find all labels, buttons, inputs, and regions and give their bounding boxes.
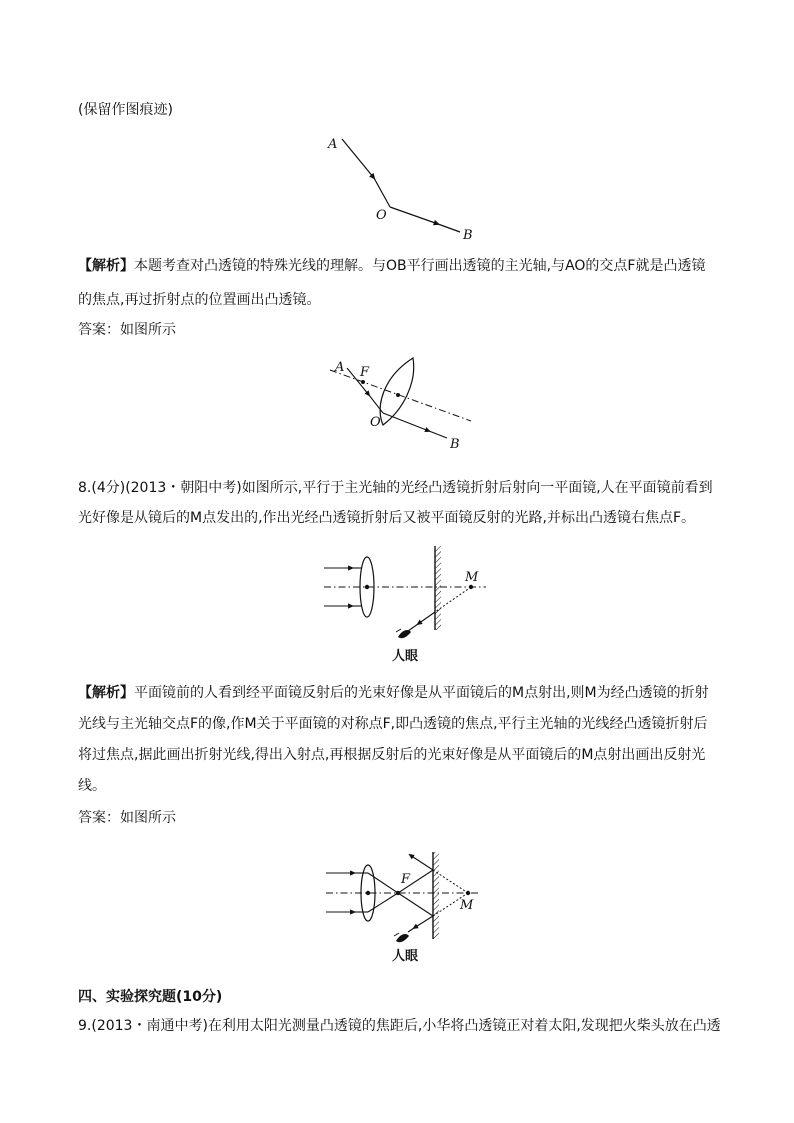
principal-axis <box>330 370 471 421</box>
eye-icon <box>394 933 409 942</box>
q7-analysis-line2: 的焦点,再过折射点的位置画出凸透镜。 <box>78 292 321 308</box>
ray-ao <box>342 139 374 178</box>
label-o: O <box>376 208 387 223</box>
mirror-hatching <box>435 546 441 630</box>
label-o: O <box>370 415 381 430</box>
label-a: A <box>335 360 345 375</box>
q7-answer: 答案：如图所示 <box>78 322 176 338</box>
q7-analysis-line1: 【解析】本题考查对凸透镜的特殊光线的理解。与OB平行画出透镜的主光轴,与AO的交点F就是凸透镜 <box>78 258 706 274</box>
label-f: F <box>360 365 370 380</box>
label-b: B <box>463 228 473 243</box>
analysis-tag: 【解析】 <box>78 258 134 274</box>
analysis-tag: 【解析】 <box>78 685 134 701</box>
ray-ob <box>390 207 438 224</box>
q8-analysis-line4: 线。 <box>78 778 106 794</box>
label-b: B <box>450 437 460 452</box>
q8-answer: 答案：如图所示 <box>78 810 176 826</box>
label-eye: 人眼 <box>392 949 419 964</box>
focus-point <box>361 380 365 384</box>
figure-lens-mirror-answer <box>322 846 502 966</box>
label-m: M <box>465 570 479 585</box>
convex-lens <box>380 358 414 425</box>
refracted-ray <box>383 413 429 431</box>
figure-lens-mirror-question <box>318 544 498 664</box>
reflected-ray <box>418 612 435 624</box>
q9-line1: 9.(2013・南通中考)在利用太阳光测量凸透镜的焦距后,小华将凸透镜正对着太阳,发现把火柴头放在凸透 <box>78 1018 721 1034</box>
intro-note: (保留作图痕迹) <box>78 102 173 118</box>
q8-analysis-line3: 将过焦点,据此画出折射光线,得出入射点,再根据反射后的光束好像是从平面镜后的M点射出画出反射光 <box>78 747 706 763</box>
q8-line2: 光好像是从镜后的M点发出的,作出光经凸透镜折射后又被平面镜反射的光路,并标出凸透镜右焦点F。 <box>78 510 696 526</box>
label-eye: 人眼 <box>392 649 419 664</box>
label-m: M <box>460 898 474 913</box>
section-heading: 四、实验探究题(10分) <box>78 989 223 1005</box>
mirror-hatching <box>433 852 439 939</box>
q8-analysis-line2: 光线与主光轴交点F的像,作M关于平面镜的对称点F,即凸透镜的焦点,平行主光轴的光线经凸透镜折射后 <box>78 716 708 732</box>
figure-lens-answer <box>325 355 485 455</box>
figure-ray-aob <box>320 130 490 245</box>
q8-analysis-line1: 【解析】平面镜前的人看到经平面镜反射后的光束好像是从平面镜后的M点射出,则M为经凸透镜的折射 <box>78 685 709 701</box>
label-f: F <box>401 872 411 887</box>
point-m <box>466 891 470 895</box>
label-a: A <box>328 137 338 152</box>
eye-icon <box>396 629 411 638</box>
q8-line1: 8.(4分)(2013・朝阳中考)如图所示,平行于主光轴的光经凸透镜折射后射向一平面镜,人在平面镜前看到 <box>78 480 713 496</box>
focus-point <box>396 891 400 895</box>
